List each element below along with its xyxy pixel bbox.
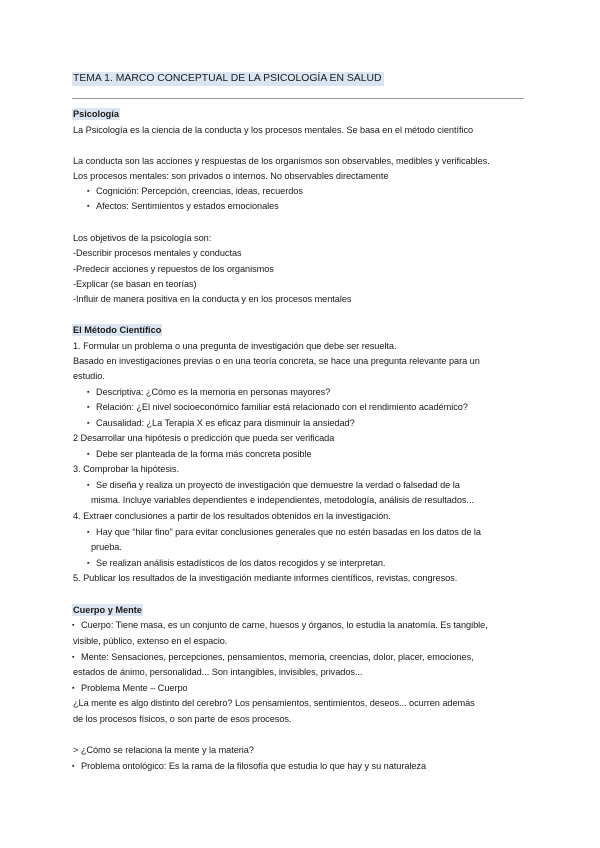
list-item: -Predecir acciones y repuestos de los organismos bbox=[73, 264, 274, 274]
paragraph-line: La conducta son las acciones y respuestas de los organismos son observables, medibles y verificables. bbox=[73, 156, 490, 166]
list-item: -Influir de manera positiva en la conducta y en los procesos mentales bbox=[73, 294, 352, 304]
bullet-item: ▪ Cuerpo: Tiene masa, es un conjunto de carne, huesos y órganos, lo estudia la anatomía. Es tangible, bbox=[72, 619, 488, 632]
bullet-item: ▪ Se realizan análisis estadísticos de los datos recogidos y se interpretan. bbox=[87, 557, 385, 570]
paragraph-line: 2 Desarrollar una hipótesis o predicción que pueda ser verificada bbox=[73, 433, 335, 443]
bullet-item: ▪ Hay que “hilar fino” para evitar conclusiones generales que no estén basadas en los datos de la bbox=[87, 526, 481, 539]
title-divider bbox=[72, 98, 524, 99]
bullet-item: ▪ Debe ser planteada de la forma más concreta posible bbox=[87, 448, 312, 461]
document-title: TEMA 1. MARCO CONCEPTUAL DE LA PSICOLOGÍA EN SALUD bbox=[73, 73, 382, 84]
paragraph-line: > ¿Cómo se relaciona la mente y la materia? bbox=[73, 745, 254, 755]
section-heading-cuerpo: Cuerpo y Mente bbox=[73, 605, 142, 615]
bullet-item: ▪ Problema ontológico: Es la rama de la filosofía que estudia lo que hay y su naturaleza bbox=[72, 760, 426, 773]
paragraph-line: 1. Formular un problema o una pregunta de investigación que debe ser resuelta. bbox=[73, 341, 397, 351]
paragraph-line: estudio. bbox=[73, 371, 105, 381]
paragraph-line: Basado en investigaciones previas o en una teoría concreta, se hace una pregunta relevante para un bbox=[73, 356, 480, 366]
paragraph-line: ¿La mente es algo distinto del cerebro? Los pensamientos, sentimientos, deseos... ocurren además bbox=[73, 698, 475, 708]
paragraph-line: de los procesos físicos, o son parte de esos procesos. bbox=[73, 714, 292, 724]
bullet-item: ▪ Causalidad: ¿La Terapia X es eficaz para disminuir la ansiedad? bbox=[87, 417, 355, 430]
list-item: -Explicar (se basan en teorías) bbox=[73, 279, 197, 289]
paragraph-line: Los procesos mentales: son privados o internos. No observables directamente bbox=[73, 171, 389, 181]
list-item: -Describir procesos mentales y conductas bbox=[73, 248, 242, 258]
bullet-continuation: misma. Incluye variables dependientes e independientes, metodología, análisis de resultados... bbox=[91, 495, 474, 505]
section-heading-psicologia: Psicología bbox=[73, 109, 119, 119]
paragraph-line: 5. Publicar los resultados de la investigación mediante informes científicos, revistas, congresos. bbox=[73, 573, 458, 583]
paragraph-line: La Psicología es la ciencia de la conducta y los procesos mentales. Se basa en el método científico bbox=[73, 125, 474, 135]
bullet-item: ▪ Afectos: Sentimientos y estados emocionales bbox=[87, 200, 279, 213]
bullet-item: ▪ Mente: Sensaciones, percepciones, pensamientos, memoria, creencias, dolor, placer, emociones, bbox=[72, 651, 474, 664]
bullet-continuation: prueba. bbox=[91, 542, 122, 552]
bullet-item: ▪ Descriptiva: ¿Cómo es la memoria en personas mayores? bbox=[87, 386, 330, 399]
paragraph-line: visible, público, extenso en el espacio. bbox=[73, 636, 228, 646]
section-heading-metodo: El Método Científico bbox=[73, 325, 162, 335]
bullet-item: ▪ Se diseña y realiza un proyecto de investigación que demuestre la verdad o falsedad de la bbox=[87, 479, 460, 492]
paragraph-line: 4. Extraer conclusiones a partir de los resultados obtenidos en la investigación. bbox=[73, 511, 391, 521]
paragraph-line: Los objetivos de la psicología son: bbox=[73, 233, 212, 243]
bullet-item: ▪ Relación: ¿El nivel socioeconómico familiar está relacionado con el rendimiento académico? bbox=[87, 401, 468, 414]
paragraph-line: estados de ánimo, personalidad... Son intangibles, invisibles, privados... bbox=[73, 667, 363, 677]
bullet-item: ▪ Problema Mente – Cuerpo bbox=[72, 682, 188, 695]
paragraph-line: 3. Comprobar la hipótesis. bbox=[73, 464, 179, 474]
bullet-item: ▪ Cognición: Percepción, creencias, ideas, recuerdos bbox=[87, 185, 303, 198]
